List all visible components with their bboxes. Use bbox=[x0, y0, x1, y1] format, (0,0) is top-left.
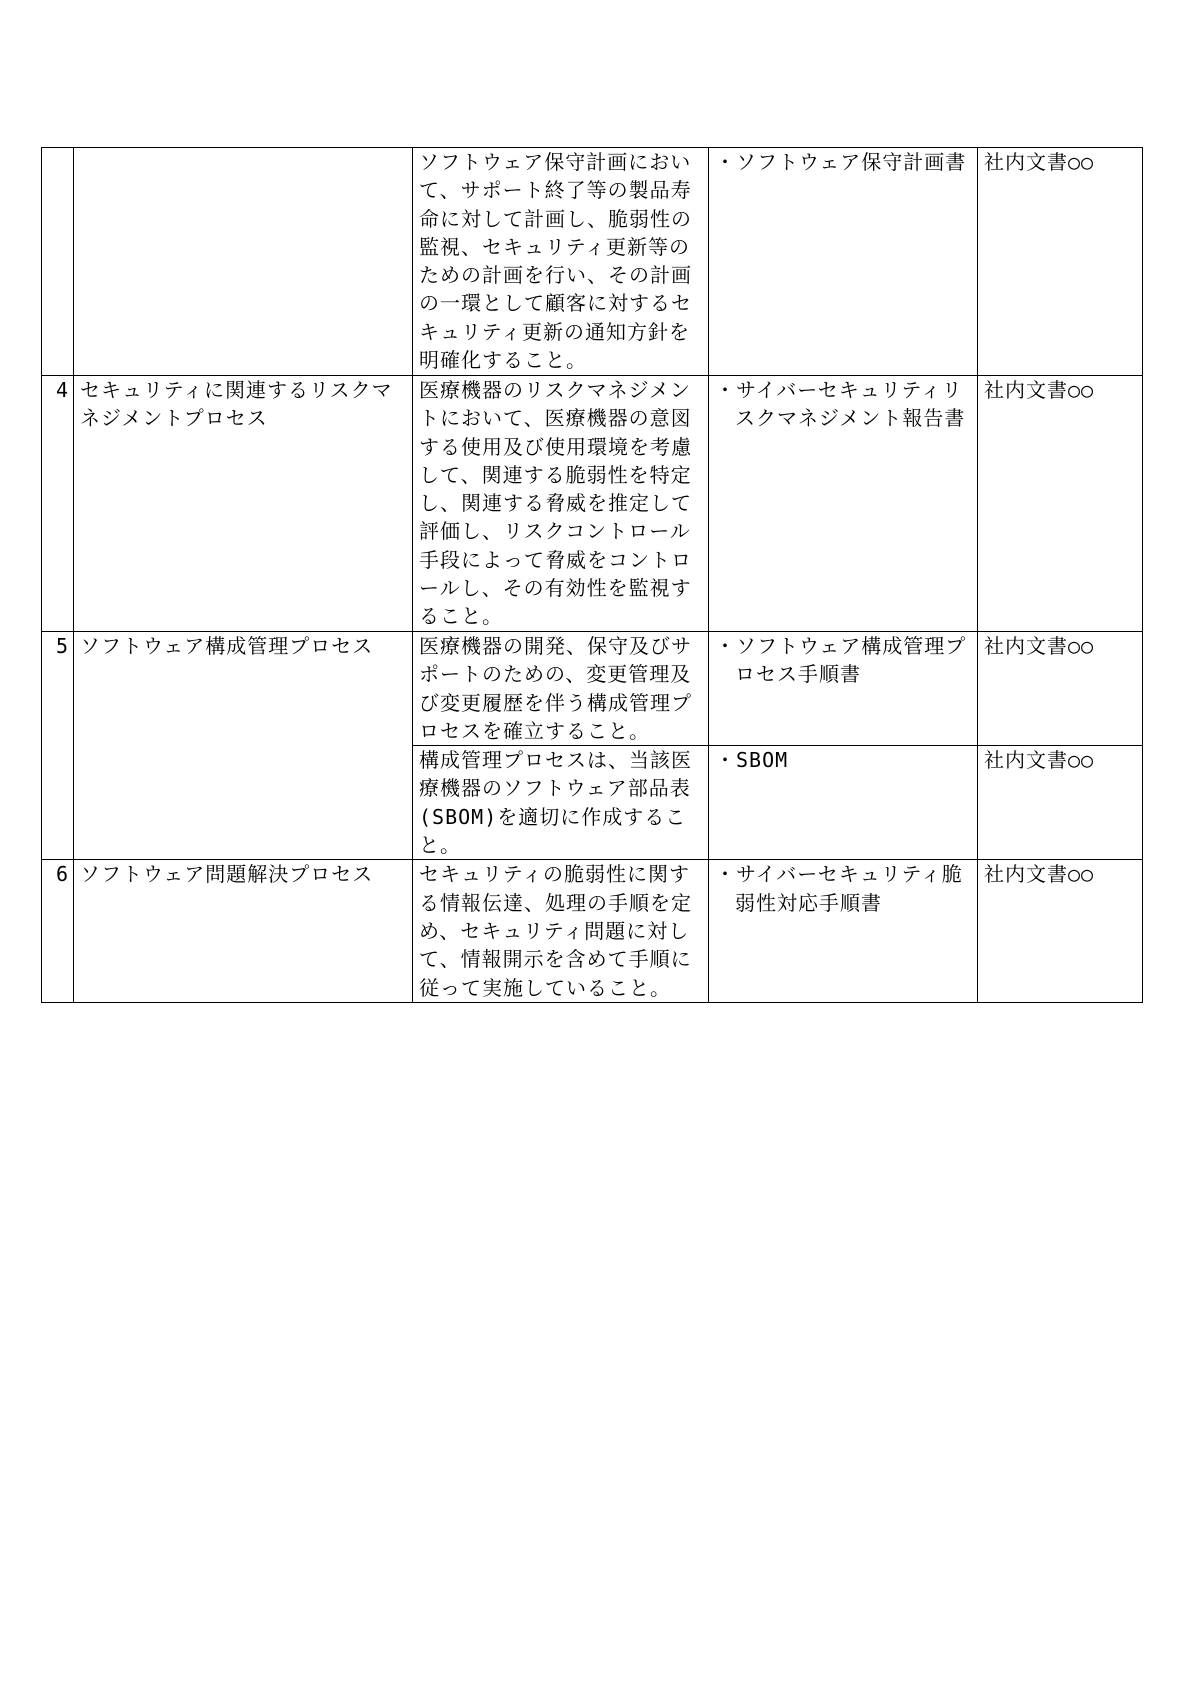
process-name bbox=[74, 148, 413, 376]
row-number: 6 bbox=[42, 860, 74, 1003]
requirement-text: 医療機器の開発、保守及びサポートのための、変更管理及び変更履歴を伴う構成管理プロセスを確立すること。 bbox=[413, 632, 709, 746]
document-line: ・サイバーセキュリティリスクマネジメント報告書 bbox=[715, 378, 966, 431]
row-number: 5 bbox=[42, 632, 74, 860]
table-row bbox=[42, 860, 1143, 1003]
process-name: セキュリティに関連するリスクマネジメントプロセス bbox=[74, 376, 413, 632]
reference-text: 社内文書○○ bbox=[978, 632, 1143, 746]
requirement-text: 構成管理プロセスは、当該医療機器のソフトウェア部品表(SBOM)を適切に作成すること。 bbox=[413, 746, 709, 860]
row-number: 4 bbox=[42, 376, 74, 632]
document-name bbox=[709, 746, 978, 860]
table-row bbox=[42, 148, 1143, 376]
document-name bbox=[709, 632, 978, 746]
document-name bbox=[709, 376, 978, 632]
document-name bbox=[709, 148, 978, 376]
table-row bbox=[42, 376, 1143, 632]
requirement-text: セキュリティの脆弱性に関する情報伝達、処理の手順を定め、セキュリティ問題に対して、情報開示を含めて手順に従って実施していること。 bbox=[413, 860, 709, 1003]
document-line: ・ソフトウェア構成管理プロセス手順書 bbox=[715, 634, 967, 687]
table-row bbox=[42, 632, 1143, 746]
requirement-text: ソフトウェア保守計画において、サポート終了等の製品寿命に対して計画し、脆弱性の監視、セキュリティ更新等のための計画を行い、その計画の一環として顧客に対するセキュリティ更新の通知方針を明確化すること。 bbox=[413, 148, 709, 376]
reference-text: 社内文書○○ bbox=[978, 860, 1143, 1003]
document-name bbox=[709, 860, 978, 1003]
document-line: ・サイバーセキュリティ脆弱性対応手順書 bbox=[715, 862, 963, 915]
process-name: ソフトウェア構成管理プロセス bbox=[74, 632, 413, 860]
document-line: ・ソフトウェア保守計画書 bbox=[715, 150, 967, 174]
row-number bbox=[42, 148, 74, 376]
reference-text: 社内文書○○ bbox=[978, 376, 1143, 632]
requirements-table bbox=[41, 147, 1143, 1003]
reference-text: 社内文書○○ bbox=[978, 148, 1143, 376]
process-name: ソフトウェア問題解決プロセス bbox=[74, 860, 413, 1003]
reference-text: 社内文書○○ bbox=[978, 746, 1143, 860]
document-line: ・SBOM bbox=[715, 748, 789, 773]
requirement-text: 医療機器のリスクマネジメントにおいて、医療機器の意図する使用及び使用環境を考慮して、関連する脆弱性を特定し、関連する脅威を推定して評価し、リスクコントロール手段によって脅威をコントロールし、その有効性を監視すること。 bbox=[413, 376, 709, 632]
